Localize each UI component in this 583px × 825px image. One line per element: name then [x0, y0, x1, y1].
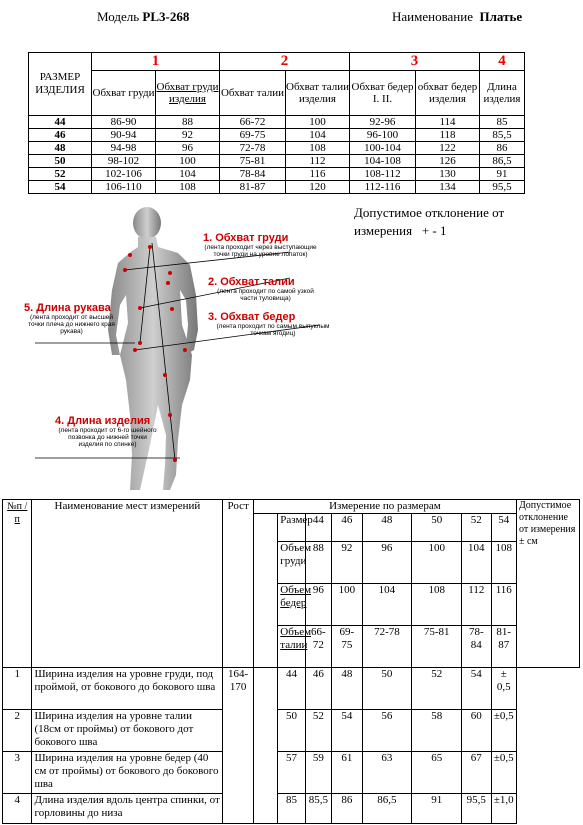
- cell: 95,5: [480, 181, 525, 194]
- cell: 98-102: [92, 155, 156, 168]
- label-length: 4. Длина изделия (лента проходит от 6-го шейного позвонка до нижней точки изделия по спинке): [55, 415, 157, 448]
- cell: 85: [480, 116, 525, 129]
- group-number: 2: [220, 53, 350, 71]
- cell: 130: [416, 168, 480, 181]
- cell: 116: [286, 168, 350, 181]
- cell: 108-112: [350, 168, 416, 181]
- size-cell: 54: [29, 181, 92, 194]
- size-cell: 44: [305, 514, 331, 542]
- row-name: Ширина изделия на уровне талии (18см от проймы) от бокового дот бокового шва: [32, 710, 223, 752]
- cell: 69-75: [220, 129, 286, 142]
- table-row: [3, 668, 580, 710]
- sub-header: обхват бедер изделия: [416, 71, 480, 116]
- cell: 112: [462, 584, 491, 626]
- cell: 50: [278, 710, 305, 752]
- cell: 75-81: [220, 155, 286, 168]
- waist-label: Объем талии: [278, 626, 305, 668]
- tolerance-line1: Допустимое отклонение от: [354, 205, 505, 220]
- cell: 91: [480, 168, 525, 181]
- tolerance-cell: ±0,5: [491, 710, 516, 752]
- col-sizes-header: Измерение по размерам: [253, 500, 516, 514]
- cell: 60: [462, 710, 491, 752]
- cell: 108: [412, 584, 462, 626]
- model-label: Модель: [97, 9, 140, 24]
- label-hips: 3. Обхват бедер (лента проходит по самым выпуклым точкам ягодиц): [208, 311, 330, 337]
- row-no: 2: [3, 710, 32, 752]
- cell: 46: [305, 668, 331, 710]
- table-row: [29, 155, 525, 168]
- cell: 85,5: [480, 129, 525, 142]
- size-cell: 52: [462, 514, 491, 542]
- sub-header: Обхват бедер I. II.: [350, 71, 416, 116]
- cell: 81-87: [220, 181, 286, 194]
- col-name-header: Наименование мест измерений: [32, 500, 223, 668]
- tolerance-value: + - 1: [421, 223, 447, 238]
- row-no: 3: [3, 752, 32, 794]
- cell: 134: [416, 181, 480, 194]
- label-sleeve: 5. Длина рукава (лента проходит от высшей точки плеча до нижнего края рукава): [24, 302, 115, 335]
- cell: 69-75: [332, 626, 362, 668]
- group-number: 4: [480, 53, 525, 71]
- cell: 96-100: [350, 129, 416, 142]
- cell: 66-72: [220, 116, 286, 129]
- cell: 61: [332, 752, 362, 794]
- size-header: РАЗМЕР ИЗДЕЛИЯ: [29, 53, 92, 116]
- sub-header: Обхват груди: [92, 71, 156, 116]
- col-height-header: Рост: [223, 500, 253, 668]
- cell: 50: [362, 668, 412, 710]
- group-number: 3: [350, 53, 480, 71]
- cell: 85: [278, 794, 305, 824]
- cell: 102-106: [92, 168, 156, 181]
- size-cell: 48: [29, 142, 92, 155]
- cell: 120: [286, 181, 350, 194]
- group-number: 1: [92, 53, 220, 71]
- cell: 78-84: [462, 626, 491, 668]
- model-header: [97, 9, 189, 25]
- name-label: Наименование: [392, 9, 473, 24]
- table-row: [29, 181, 525, 194]
- cell: 67: [462, 752, 491, 794]
- cell: 118: [416, 129, 480, 142]
- row-no: 1: [3, 668, 32, 710]
- sub-header: Обхват талии изделия: [286, 71, 350, 116]
- tolerance-note: [354, 204, 504, 240]
- cell: 65: [412, 752, 462, 794]
- size-cell: 46: [332, 514, 362, 542]
- size-label: Размер: [278, 514, 305, 542]
- table-row: [3, 752, 580, 794]
- cell: 59: [305, 752, 331, 794]
- table-row: [29, 116, 525, 129]
- cell: 78-84: [220, 168, 286, 181]
- cell: 104: [156, 168, 220, 181]
- cell: 92: [156, 129, 220, 142]
- table-row: [3, 710, 580, 752]
- measurements-table: [2, 499, 580, 824]
- cell: 104-108: [350, 155, 416, 168]
- col-tolerance-header: Допустимое отклонение от измерения ± см: [516, 500, 579, 668]
- cell: 100: [156, 155, 220, 168]
- cell: 63: [362, 752, 412, 794]
- cell: 95,5: [462, 794, 491, 824]
- spacer-cell: [253, 668, 277, 824]
- cell: 104: [462, 542, 491, 584]
- tolerance-line2: измерения: [354, 223, 413, 238]
- cell: 86-90: [92, 116, 156, 129]
- size-cell: 50: [29, 155, 92, 168]
- cell: 54: [462, 668, 491, 710]
- tolerance-cell: ± 0,5: [491, 668, 516, 710]
- cell: 88: [156, 116, 220, 129]
- cell: 75-81: [412, 626, 462, 668]
- cell: 72-78: [362, 626, 412, 668]
- table-row: [29, 168, 525, 181]
- table-row: [3, 794, 580, 824]
- tolerance-cell: ±1,0: [491, 794, 516, 824]
- cell: 100: [332, 584, 362, 626]
- cell: 96: [156, 142, 220, 155]
- cell: 52: [412, 668, 462, 710]
- table-row: [29, 129, 525, 142]
- row-name: Ширина изделия на уровне бедер (40 см от проймы) от бокового до бокового шва: [32, 752, 223, 794]
- row-no: 4: [3, 794, 32, 824]
- cell: 56: [362, 710, 412, 752]
- label-waist: 2. Обхват талии (лента проходит по самой узкой части туловища): [208, 276, 314, 302]
- cell: 122: [416, 142, 480, 155]
- tolerance-cell: ±0,5: [491, 752, 516, 794]
- cell: 88: [305, 542, 331, 584]
- cell: 96: [362, 542, 412, 584]
- size-cell: 52: [29, 168, 92, 181]
- size-cell: 44: [29, 116, 92, 129]
- name-value: Платье: [479, 9, 523, 24]
- hips-label: Объем бедер: [278, 584, 305, 626]
- cell: 58: [412, 710, 462, 752]
- size-chart-table: [28, 52, 525, 194]
- cell: 112: [286, 155, 350, 168]
- product-name-header: [392, 9, 522, 25]
- cell: 108: [491, 542, 516, 584]
- cell: 48: [332, 668, 362, 710]
- row-name: Длина изделия вдоль центра спинки, от горловины до низа: [32, 794, 223, 824]
- cell: 86: [480, 142, 525, 155]
- cell: 104: [362, 584, 412, 626]
- size-cell: 48: [362, 514, 412, 542]
- col-no-header: №п /п: [3, 500, 32, 668]
- cell: 57: [278, 752, 305, 794]
- cell: 108: [286, 142, 350, 155]
- cell: 94-98: [92, 142, 156, 155]
- sub-header: Обхват талии: [220, 71, 286, 116]
- cell: 116: [491, 584, 516, 626]
- cell: 90-94: [92, 129, 156, 142]
- sub-header: Длина изделия: [480, 71, 525, 116]
- cell: 108: [156, 181, 220, 194]
- table-row: [29, 142, 525, 155]
- cell: 86,5: [362, 794, 412, 824]
- cell: 52: [305, 710, 331, 752]
- cell: 126: [416, 155, 480, 168]
- cell: 100: [286, 116, 350, 129]
- cell: 72-78: [220, 142, 286, 155]
- cell: 106-110: [92, 181, 156, 194]
- cell: 92: [332, 542, 362, 584]
- height-cell: 164-170: [223, 668, 253, 824]
- size-cell: 54: [491, 514, 516, 542]
- measurement-figure: [20, 205, 360, 495]
- model-value: PL3-268: [142, 9, 190, 24]
- cell: 81-87: [491, 626, 516, 668]
- sub-header: Обхват груди изделия: [156, 71, 220, 116]
- label-bust: 1. Обхват груди (лента проходит через выступающие точки груди на уровне лопаток): [203, 232, 317, 258]
- cell: 104: [286, 129, 350, 142]
- cell: 86: [332, 794, 362, 824]
- cell: 85,5: [305, 794, 331, 824]
- cell: 100: [412, 542, 462, 584]
- cell: 44: [278, 668, 305, 710]
- cell: 54: [332, 710, 362, 752]
- cell: 66-72: [305, 626, 331, 668]
- cell: 92-96: [350, 116, 416, 129]
- cell: 112-116: [350, 181, 416, 194]
- size-cell: 46: [29, 129, 92, 142]
- row-name: Ширина изделия на уровне груди, под проймой, от бокового до бокового шва: [32, 668, 223, 710]
- bust-label: Объем груди: [278, 542, 305, 584]
- cell: 86,5: [480, 155, 525, 168]
- cell: 91: [412, 794, 462, 824]
- spacer-cell: [253, 514, 277, 668]
- cell: 96: [305, 584, 331, 626]
- cell: 100-104: [350, 142, 416, 155]
- size-cell: 50: [412, 514, 462, 542]
- cell: 114: [416, 116, 480, 129]
